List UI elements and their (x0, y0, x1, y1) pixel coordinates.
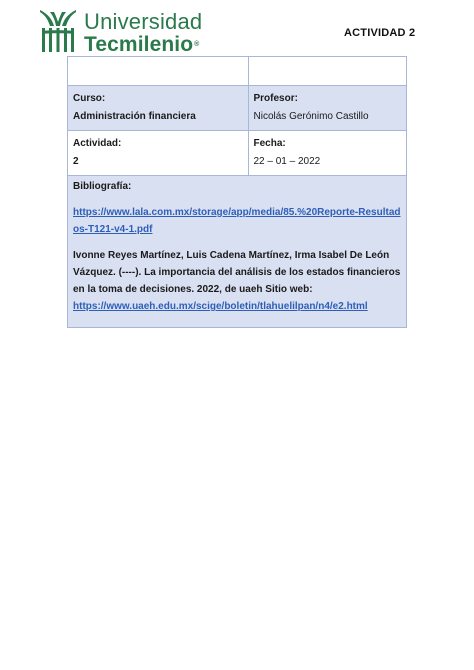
logo-tecmilenio-text: Tecmilenio (84, 33, 194, 56)
logo-line-tecmilenio (84, 33, 202, 56)
empty-cell-right (248, 57, 407, 86)
report-pdf-link[interactable]: https://www.lala.com.mx/storage/app/media/85.%20Reporte-Resultados-T121-v4-1.pdf (73, 207, 401, 235)
table-row-actividad (68, 131, 407, 176)
bibliografia-cell (68, 176, 407, 328)
table-row-bibliografia (68, 176, 407, 328)
actividad-cell (68, 131, 249, 176)
uaeh-link[interactable]: https://www.uaeh.edu.mx/scige/boletin/tlahuelilpan/n4/e2.html (73, 301, 368, 312)
curso-label: Curso: (73, 93, 106, 104)
curso-cell (68, 86, 249, 131)
table-row-empty (68, 57, 407, 86)
bibliografia-label: Bibliografía: (73, 181, 132, 192)
logo-wordmark (84, 11, 202, 56)
actividad-label: Actividad: (73, 138, 122, 149)
actividad-value: 2 (73, 156, 79, 167)
table-row-curso (68, 86, 407, 131)
profesor-label: Profesor: (253, 93, 298, 104)
registered-mark: ® (194, 41, 200, 48)
page-header (38, 10, 438, 56)
tecmilenio-logo-icon (38, 10, 78, 54)
profesor-value: Nicolás Gerónimo Castillo (253, 111, 369, 122)
profesor-cell (248, 86, 407, 131)
info-table (67, 56, 407, 328)
fecha-label: Fecha: (253, 138, 286, 149)
fecha-value: 22 – 01 – 2022 (253, 156, 321, 167)
curso-value: Administración financiera (73, 111, 196, 122)
reference-text: Ivonne Reyes Martínez, Luis Cadena Martínez, Irma Isabel De León Vázquez. (----). La importancia del análisis de los estados financieros en la toma de decisiones. 2022, de uaeh Sitio web: (73, 250, 401, 295)
fecha-cell (248, 131, 407, 176)
empty-cell-left (68, 57, 249, 86)
logo-line-universidad: Universidad (84, 9, 203, 34)
activity-heading: ACTIVIDAD 2 (344, 27, 416, 39)
